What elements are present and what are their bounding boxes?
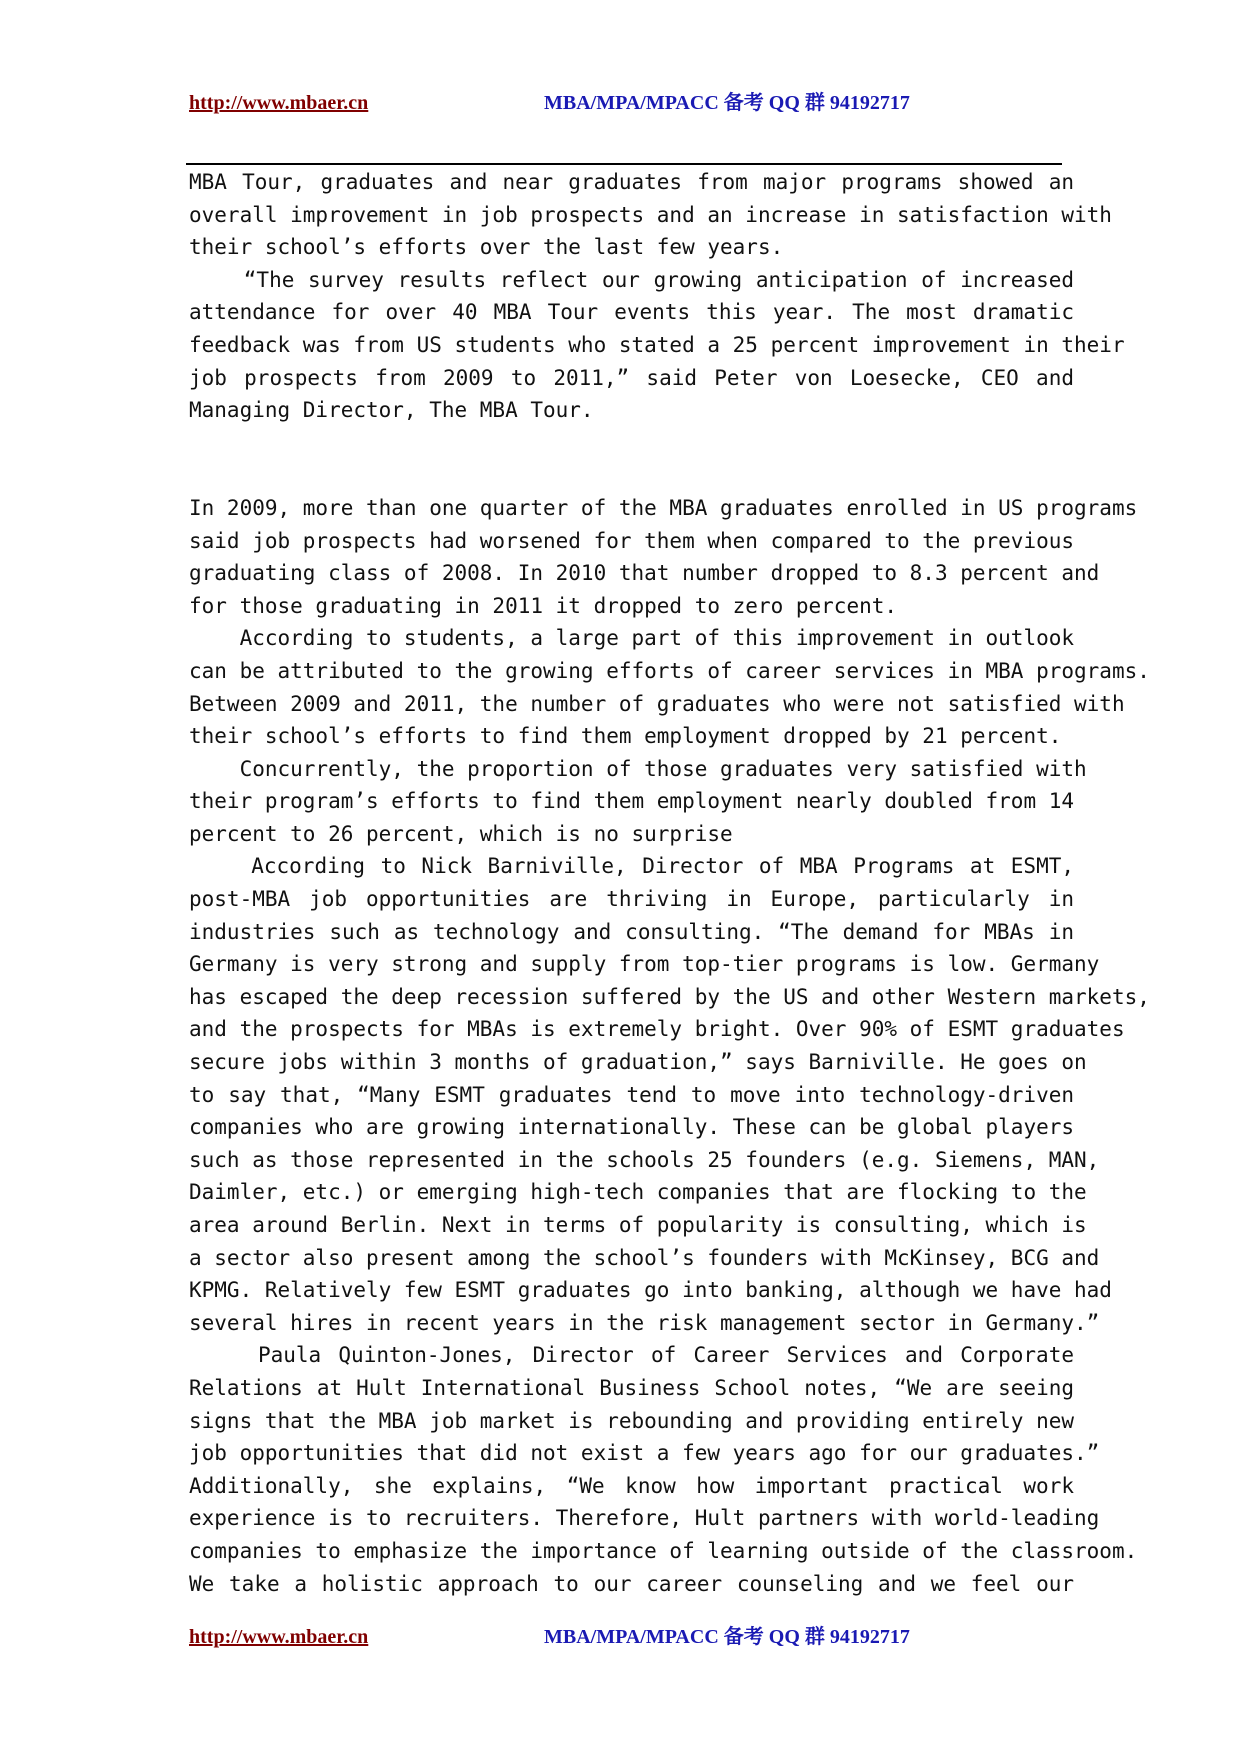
text-line: job opportunities that did not exist a few years ago for our graduates.” (189, 1441, 1100, 1466)
text-line: companies to emphasize the importance of learning outside of the classroom. (189, 1538, 1138, 1563)
text-line: Relations at Hult International Business School notes, “We are seeing (189, 1375, 1074, 1400)
text-line: According to students, a large part of this improvement in outlook (189, 626, 1075, 651)
header-qq-group: MBA/MPA/MPACC 备考 QQ 群 94192717 (544, 92, 910, 114)
text-line: their program’s efforts to find them employment nearly doubled from 14 (189, 789, 1075, 814)
text-line: can be attributed to the growing efforts of career services in MBA programs. (189, 658, 1150, 683)
text-line: such as those represented in the schools 25 founders (e.g. Siemens, MAN, (189, 1147, 1100, 1172)
text-line: secure jobs within 3 months of graduation,” says Barniville. He goes on (189, 1050, 1087, 1075)
footer-url-link[interactable]: http://www.mbaer.cn (189, 1626, 369, 1648)
text-line: signs that the MBA job market is rebounding and providing entirely new (189, 1408, 1075, 1433)
text-line: overall improvement in job prospects and an increase in satisfaction with (189, 202, 1112, 227)
text-line: Between 2009 and 2011, the number of graduates who were not satisfied with (189, 691, 1125, 716)
text-line: a sector also present among the school’s founders with McKinsey, BCG and (189, 1245, 1100, 1270)
page-footer (189, 1622, 1069, 1652)
text-line: industries such as technology and consulting. “The demand for MBAs in (189, 919, 1074, 944)
text-line: percent to 26 percent, which is no surprise (189, 821, 733, 846)
text-line: and the prospects for MBAs is extremely bright. Over 90% of ESMT graduates (189, 1017, 1125, 1042)
text-line: attendance for over 40 MBA Tour events this year. The most dramatic (189, 300, 1074, 325)
text-line: Additionally, she explains, “We know how important practical work (189, 1473, 1074, 1498)
text-line: experience is to recruiters. Therefore, Hult partners with world-leading (189, 1506, 1100, 1531)
paragraph-gap (189, 427, 1074, 492)
text-line: companies who are growing internationally. These can be global players (189, 1115, 1075, 1140)
text-line: Concurrently, the proportion of those graduates very satisfied with (189, 756, 1087, 781)
text-block-top (189, 166, 1125, 427)
text-line: said job prospects had worsened for them when compared to the previous (189, 528, 1075, 553)
text-line: graduating class of 2008. In 2010 that number dropped to 8.3 percent and (189, 561, 1100, 586)
text-line: MBA Tour, graduates and near graduates from major programs showed an (189, 170, 1074, 194)
text-line: to say that, “Many ESMT graduates tend to move into technology-driven (189, 1082, 1074, 1107)
text-line: In 2009, more than one quarter of the MBA graduates enrolled in US programs (189, 495, 1138, 520)
text-line: area around Berlin. Next in terms of popularity is consulting, which is (189, 1213, 1087, 1237)
text-line: KPMG. Relatively few ESMT graduates go into banking, although we have had (189, 1278, 1112, 1303)
header-divider (186, 163, 1062, 165)
text-line: their school’s efforts over the last few years. (189, 235, 784, 260)
footer-qq-group: MBA/MPA/MPACC 备考 QQ 群 94192717 (544, 1626, 910, 1648)
text-line: their school’s efforts to find them employment dropped by 21 percent. (189, 724, 1062, 749)
article-body (189, 166, 1150, 1600)
text-line: We take a holistic approach to our career counseling and we feel our (189, 1571, 1074, 1596)
text-line: According to Nick Barniville, Director of MBA Programs at ESMT, (189, 854, 1074, 879)
text-line: “The survey results reflect our growing anticipation of increased (189, 267, 1074, 292)
text-line: Paula Quinton-Jones, Director of Career Services and Corporate (189, 1343, 1074, 1368)
text-line: has escaped the deep recession suffered by the US and other Western markets, (189, 984, 1150, 1009)
text-line: job prospects from 2009 to 2011,” said Peter von Loesecke, CEO and (189, 365, 1074, 390)
text-line: for those graduating in 2011 it dropped to zero percent. (189, 593, 898, 618)
text-line: post-MBA job opportunities are thriving in Europe, particularly in (189, 887, 1074, 912)
text-line: Managing Director, The MBA Tour. (189, 398, 594, 423)
text-line: Germany is very strong and supply from top-tier programs is low. Germany (189, 952, 1100, 977)
text-line: Daimler, etc.) or emerging high-tech companies that are flocking to the (189, 1180, 1087, 1205)
text-line: feedback was from US students who stated a 25 percent improvement in their (189, 332, 1125, 357)
page-header (189, 88, 1069, 118)
header-url-link[interactable]: http://www.mbaer.cn (189, 92, 369, 114)
text-line: several hires in recent years in the risk management sector in Germany.” (189, 1310, 1100, 1335)
text-block-bottom (189, 492, 1150, 1600)
